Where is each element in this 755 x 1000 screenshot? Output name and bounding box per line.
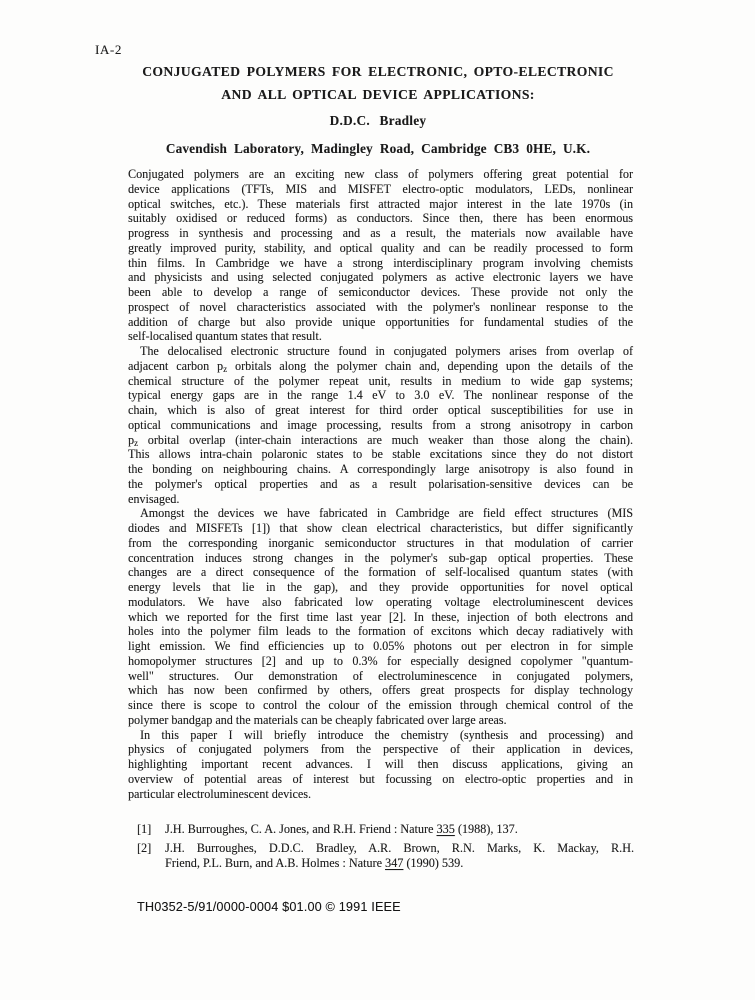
body-line: prospect of novel characteristics associated with the polymer's nonlinear response to the [128,299,633,314]
body-line: The delocalised electronic structure found in conjugated polymers arises from overlap of [140,344,633,358]
body-line: energy levels that lie in the gap), and they provide opportunities for novel optical [128,580,633,594]
body-line: optical communications and image processing, results from a strong anisotropy in carbon [128,417,633,432]
body-line: physics of conjugated polymers from the perspective of their application in devices, [128,742,633,757]
body-line: device applications (TFTs, MIS and MISFET electro-optic modulators, LEDs, nonlinear [128,181,633,196]
body-line: chain, which is also of great interest for third order optical susceptibilities for use in [128,403,633,417]
body-line: diodes and MISFETs [1]) that show clean electrical characteristics, but differ significantly [128,521,633,535]
body-line: concentration induces strong changes in the polymer's sub-gap optical properties. These [128,550,633,565]
page-label: IA-2 [95,42,122,57]
body-line: thin films. In Cambridge we have a strong interdisciplinary program involving chemists [128,255,633,270]
reference-text-line: Friend, P.L. Burn, and A.B. Holmes : Nature 347 (1990) 539. [165,856,464,870]
reference-text-line: J.H. Burroughes, C. A. Jones, and R.H. Friend : Nature 335 (1988), 137. [165,822,518,836]
author-affiliation: Cavendish Laboratory, Madingley Road, Cambridge CB3 0HE, U.K. [165,141,591,156]
body-line: particular electroluminescent devices. [128,786,312,801]
references-list [137,822,634,875]
body-line: self-localised quantum states that result. [128,329,322,344]
body-line: progress in synthesis and processing and as a result, the materials now available have [128,226,633,240]
body-line: the polymer's optical properties and as a result polarisation-sensitive devices can be [128,476,633,491]
reference-text-line: J.H. Burroughes, D.D.C. Bradley, A.R. Brown, R.N. Marks, K. Mackay, R.H. [165,840,634,855]
reference-item [137,841,634,872]
body-line: overview of potential areas of interest but focussing on electro-optic properties and in [128,771,633,786]
body-line: light emission. We find efficiencies up to 0.05% photons out per electron in for simple [128,639,633,653]
body-line: the bonding on neighbouring chains. A correspondingly large anisotropy is also found in [128,462,633,476]
body-line: $p_z$ orbital overlap (inter-chain interactions are much weaker than those along the chain). [128,432,633,448]
body-line: modulators. We have also fabricated low operating voltage electroluminescent devices [128,594,633,609]
body-line: polymer bandgap and the materials can be cheaply fabricated over large areas. [128,712,507,727]
body-line: from the corresponding inorganic semiconductor structures in that modulation of carrier [128,535,633,550]
body-line: which has now been confirmed by others, offers great prospects for display technology [128,683,633,698]
author-name: D.D.C. Bradley [329,113,427,128]
body-line: suitably oxidised or reduced forms) as conductors. Since then, there has been enormous [128,211,633,226]
body-line: been able to develop a range of semiconductor devices. These provide not only the [128,285,633,299]
body-line: holes into the polymer film leads to the formation of excitons which decay radiatively with [128,624,633,639]
body-line: In this paper I will briefly introduce the chemistry (synthesis and processing) and [140,727,633,742]
body-line: which we reported for the first time last year [2]. In these, injection of both electrons and [128,609,633,624]
body-line: Conjugated polymers are an exciting new class of polymers offering great potential for [128,167,633,181]
reference-item [137,822,634,838]
body-line: changes are a direct consequence of the formation of self-localised quantum states (with [128,565,633,580]
body-line: homopolymer structures [2] and up to 0.3% for especially designed copolymer "quantum- [128,653,633,668]
body-line: greatly improved purity, stability, and optical quality and can be readily processed to form [128,240,633,255]
paper-title-line1: CONJUGATED POLYMERS FOR ELECTRONIC, OPTO-ELECTRONIC [142,64,614,79]
body-line: envisaged. [128,491,180,506]
body-line: since there is scope to control the colour of the emission through chemical control of the [128,698,633,712]
body-line: well" structures. Our demonstration of electroluminescence in conjugated polymers, [128,668,633,683]
body-line: highlighting important recent advances. I will then discuss applications, giving an [128,757,633,771]
body-line: addition of charge but also provide unique opportunities for fundamental studies of the [128,314,633,329]
body-line: optical switches, etc.). These materials first attracted major interest in the late 1970s (in [128,196,633,211]
body-line: and physicists and using selected conjugated polymers as active electronic layers we have [128,270,633,285]
body-line: chemical structure of the polymer repeat unit, results in medium to wide gap systems; [128,373,633,388]
body-line: typical energy gaps are in the range 1.4 eV to 3.0 eV. The nonlinear response of the [128,388,633,403]
body-line: This allows intra-chain polaronic states to be stable excitations since they do not distort [128,447,633,462]
body-line: adjacent carbon $p_z$ orbitals along the polymer chain and, depending upon the details of the [128,358,633,374]
reference-label: [1] [137,822,152,836]
body-line: Amongst the devices we have fabricated in Cambridge are field effect structures (MIS [140,506,633,521]
paper-title-line2: AND ALL OPTICAL DEVICE APPLICATIONS: [221,87,535,102]
reference-label: [2] [137,840,152,855]
paper-title [121,60,635,106]
copyright-line: TH0352-5/91/0000-0004 $01.00 © 1991 IEEE [137,900,401,914]
abstract-body [128,167,633,801]
